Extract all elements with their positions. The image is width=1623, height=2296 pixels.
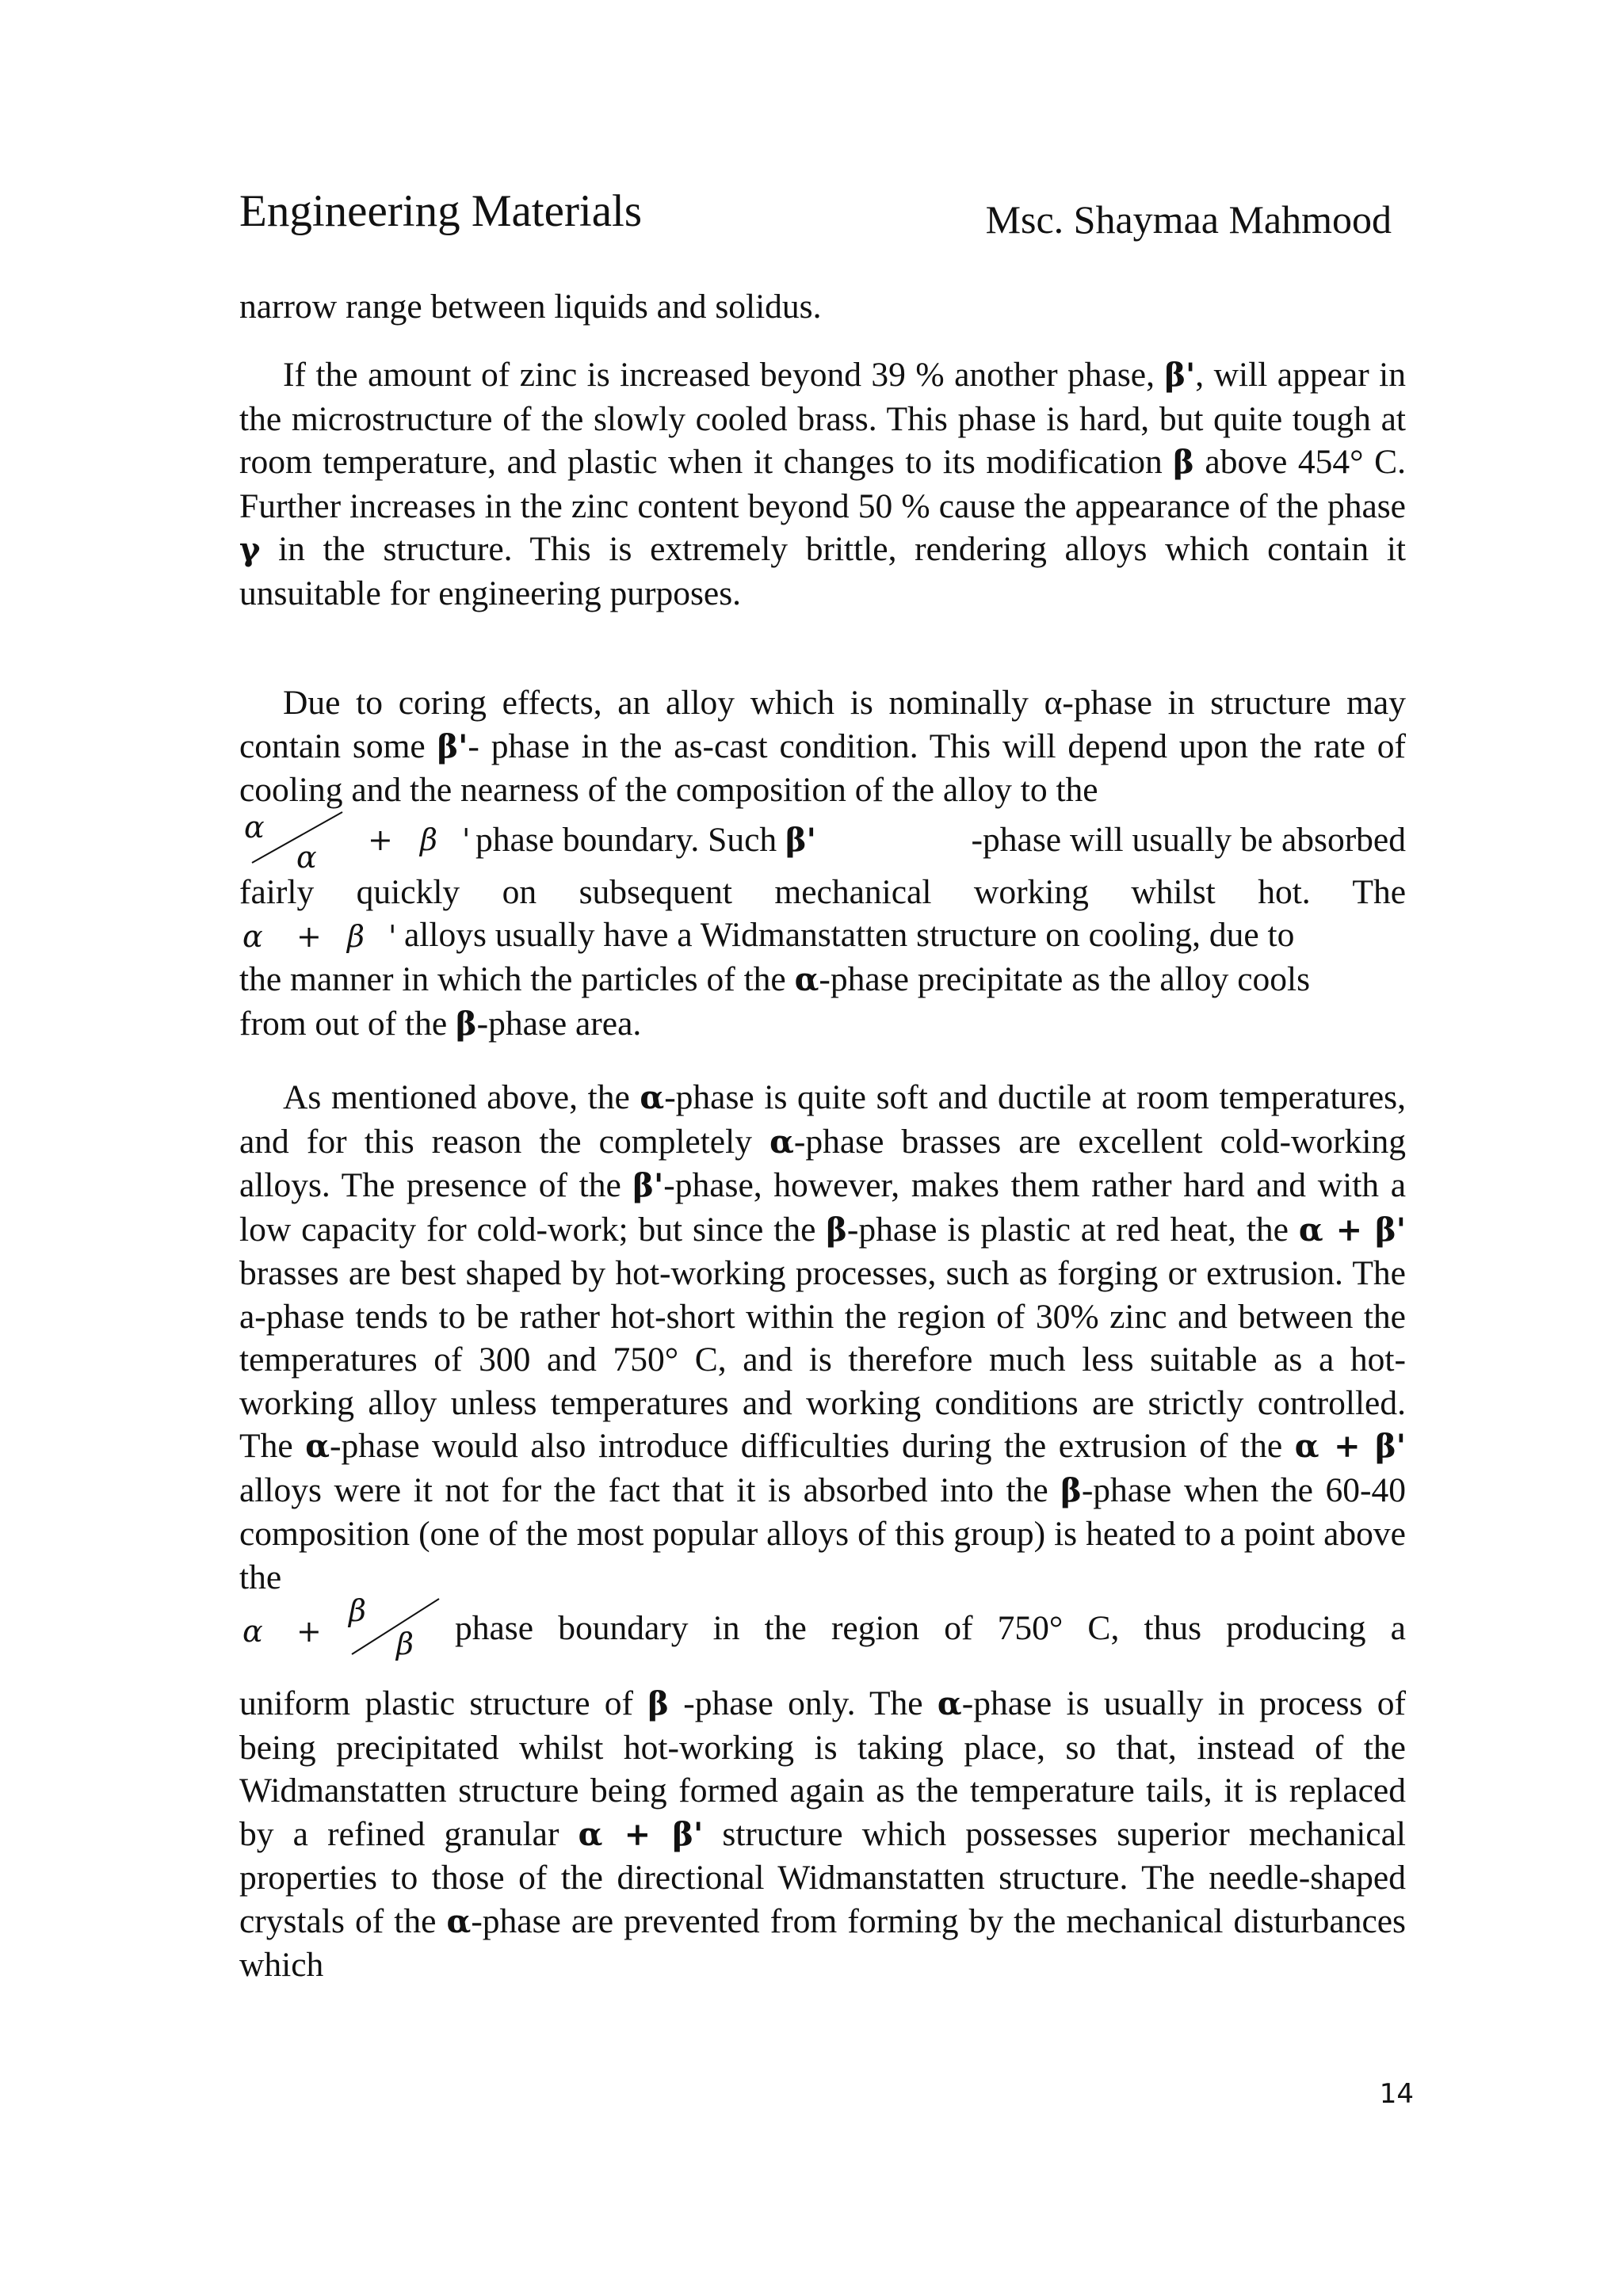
text-run: - phase in the as-cast condition. This will depend upon the rate of cooling and the nearness of the composition of the alloy to the <box>239 727 1407 809</box>
text-run: As mentioned above, the <box>283 1078 640 1116</box>
text-run: uniform plastic structure of <box>239 1684 648 1722</box>
beta-symbol: β <box>456 1005 477 1043</box>
text-run: Due to coring effects, an alloy which is nominally α-phase in structure may contain some <box>239 684 1406 765</box>
text-run: brasses are best shaped by hot-working processes, such as forging or extrusion. The a-phase tends to be rather hot-short within the region of 30% zinc and between the temperatures of 300 and 750° C, and is therefore much less suitable as a hot-working alloy unless temperatures and working conditions are strictly controlled. The <box>239 1254 1406 1465</box>
beta-prime-symbol: β' <box>1164 357 1196 394</box>
text-run: -phase are prevented from forming by the mechanical disturbances which <box>239 1901 1406 1984</box>
fraction-slash <box>239 807 350 871</box>
text-run: in the structure. This is extremely brittle, rendering alloys which contain it unsuitable for engineering purposes. <box>239 530 1406 612</box>
beta-symbol: β <box>347 919 365 954</box>
text-run: -phase precipitate as the alloy cools <box>819 960 1311 998</box>
alpha-symbol: α <box>242 1614 263 1649</box>
header-author: Msc. Shaymaa Mahmood <box>985 197 1392 242</box>
text-run: -phase is plastic at red heat, the <box>846 1210 1299 1249</box>
beta-symbol: β <box>396 1627 414 1661</box>
alpha-symbol: α <box>769 1123 794 1161</box>
beta-boundary-formula-line <box>239 1593 1406 1664</box>
paragraph-beta-prime-phase <box>239 353 1406 615</box>
alpha-symbol: α <box>446 1902 472 1940</box>
alpha-symbol: α <box>937 1685 962 1722</box>
text-run: alloys were it not for the fact that it is absorbed into the <box>239 1470 1061 1509</box>
beta-symbol: β <box>1173 444 1194 481</box>
gamma-symbol: γ <box>239 531 261 568</box>
text-run: -phase will usually be absorbed <box>971 820 1406 859</box>
prime-mark: ' <box>462 822 471 857</box>
text-run: , will appear in the microstructure of the slowly cooled brass. This phase is hard, but quite tough at room temperature, and plastic when it changes to its modification <box>239 356 1406 481</box>
plus-sign: + <box>296 919 322 954</box>
text-run: -phase is quite soft and ductile at room temperatures, and for this reason the completely <box>239 1078 1406 1161</box>
header-title: Engineering Materials <box>239 186 643 236</box>
text-line: fairly quickly on subsequent mechanical working whilst hot. The <box>239 872 1406 911</box>
text-run: -phase area. <box>476 1004 642 1043</box>
alpha-symbol: α <box>640 1079 665 1116</box>
paragraph-continuation <box>239 285 1406 329</box>
text-run: structure which possesses superior mechanical properties to those of the directional Widmanstatten structure. The needle-shaped crystals of the <box>239 1814 1406 1940</box>
prime-mark: ' <box>388 919 397 954</box>
beta-prime-symbol: β' <box>632 1167 664 1204</box>
text-run: from out of the <box>239 1004 456 1043</box>
text-run: If the amount of zinc is increased beyond 39 % another phase, <box>283 356 1165 394</box>
beta-prime-symbol: β' <box>785 821 816 859</box>
beta-symbol: β <box>647 1685 669 1722</box>
alpha-beta-prime-formula: α + β' <box>1294 1428 1406 1465</box>
alpha-beta-prime-line <box>239 913 1406 958</box>
alpha-symbol: α <box>305 1428 330 1465</box>
alpha-beta-prime-formula: α + β' <box>1298 1211 1406 1249</box>
alpha-symbol: α <box>296 839 317 875</box>
alpha-symbol: α <box>794 961 819 998</box>
text-run: -phase brasses are excellent cold-working alloys. The presence of the <box>239 1122 1406 1204</box>
phase-boundary-formula-line <box>239 809 1406 875</box>
paragraph-text: narrow range between liquids and solidus. <box>239 288 822 326</box>
beta-prime-symbol: β' <box>437 727 468 765</box>
beta-symbol: β <box>420 822 437 857</box>
fraction-slash <box>344 1592 447 1661</box>
paragraph-hot-working <box>239 1682 1406 1987</box>
alpha-beta-prime-formula: α + β' <box>578 1815 704 1853</box>
text-run: the manner in which the particles of the <box>239 960 795 998</box>
beta-symbol: β <box>1060 1471 1082 1509</box>
alpha-symbol: α <box>244 809 265 845</box>
page-number: 14 <box>1379 2078 1414 2110</box>
text-run: phase boundary. Such <box>475 820 786 859</box>
text-run: above 454° C. Further increases in the zinc content beyond 50 % cause the appearance of the phase <box>239 443 1406 525</box>
text-run: -phase only. The <box>668 1684 938 1722</box>
paragraph-coring-effects <box>239 681 1406 1046</box>
text-run: -phase when the 60-40 composition (one of the most popular alloys of this group) is heated to a point above the <box>239 1470 1406 1596</box>
alpha-symbol: α <box>242 919 263 954</box>
plus-sign: + <box>296 1614 322 1649</box>
paragraph-alpha-phase-working <box>239 1076 1406 1664</box>
beta-symbol: β <box>349 1593 366 1628</box>
text-run: alloys usually have a Widmanstatten structure on cooling, due to <box>404 916 1295 954</box>
plus-sign: + <box>368 822 393 857</box>
text-run: -phase, however, makes them rather hard and with a low capacity for cold-work; but since the <box>239 1166 1406 1249</box>
text-run: -phase would also introduce difficulties during the extrusion of the <box>329 1427 1295 1465</box>
beta-symbol: β <box>826 1211 847 1249</box>
text-run: phase boundary in the region of 750° C, thus producing a <box>455 1609 1406 1647</box>
text-run: -phase is usually in process of being precipitated whilst hot-working is taking place, so that, instead of the Widmanstatten structure being formed again as the temperature tails, it is replaced by a refined granular <box>239 1684 1406 1853</box>
